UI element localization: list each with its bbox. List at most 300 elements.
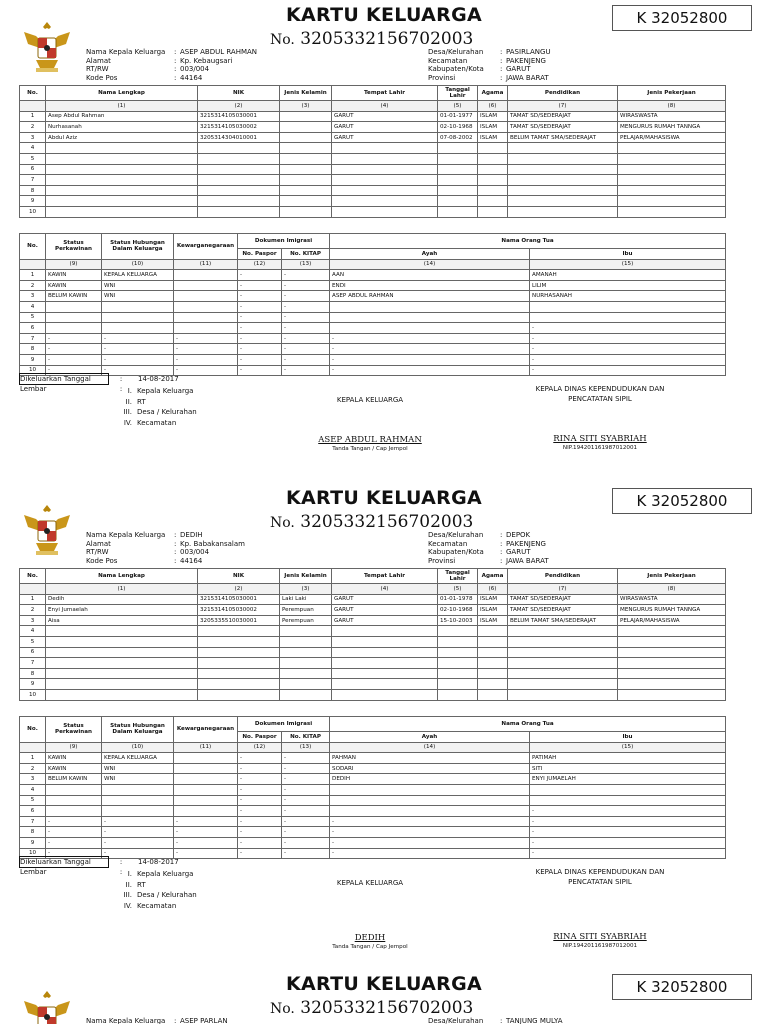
cell-warga: - [174,848,238,859]
col-tanggal: Tanggal Lahir [438,569,478,584]
cell-agama [478,658,508,669]
cell-no: 5 [20,795,46,806]
col-jk: Jenis Kelamin [280,86,332,101]
card-number: No. 3205332156702003 [270,512,474,532]
cell-jk [280,153,332,164]
cell-tanggal [438,206,478,217]
cell-nama [46,185,198,196]
table-row [20,806,726,817]
cell-paspor: - [238,323,282,334]
status-table: No. Status Perkawinan Status Hubungan Dalam Keluarga Kewarganegaraan Dokumen Imigrasi Nama Orang Tua No. Paspor No. KITAP Ayah Ibu (9) (10) (11) (12) (13) (14) (15) 1 KAWIN KEPALA KELUARGA - - AAN AMANAH 2 KAWIN WNI - - ENDI LILIM 3 BELUM KAWIN WNI - - ASEP ABDUL RAHMAN NURHASANAH 4 - - 5 - - 6 - - - 7 - - - - - - - 8 - - - - - - - 9 - - - - - - - 10 - - - - - - - [19,233,726,376]
cell-nama [46,175,198,186]
table-row [20,270,726,281]
cell-ibu: PATIMAH [530,753,726,764]
cell-warga: - [174,816,238,827]
table-row [20,636,726,647]
cell-pekerjaan [618,164,726,175]
cell-pekerjaan [618,668,726,679]
cell-hubungan [102,806,174,817]
cell-jk: Perempuan [280,615,332,626]
cell-agama [478,636,508,647]
table-row [20,280,726,291]
cell-tempat [332,175,438,186]
family-card-3 [0,969,768,1024]
cell-kawin: - [46,816,102,827]
cell-kawin: KAWIN [46,280,102,291]
cell-kawin [46,323,102,334]
cell-nik [198,679,280,690]
cell-tempat [332,143,438,154]
cell-pekerjaan [618,185,726,196]
cell-hubungan: KEPALA KELUARGA [102,753,174,764]
cell-no: 5 [20,312,46,323]
cell-tempat: GARUT [332,605,438,616]
cell-nama [46,668,198,679]
cell-pendidikan: TAMAT SD/SEDERAJAT [508,111,618,122]
col-status-kawin: Status Perkawinan [46,234,102,260]
cell-no: 5 [20,636,46,647]
lembar-list: I. Kepala Keluarga II. RT III. Desa / Kelurahan IV. Kecamatan [123,870,197,910]
col-jk: Jenis Kelamin [280,569,332,584]
card-title: KARTU KELUARGA [285,4,483,26]
cell-no: 2 [20,763,46,774]
cell-jk [280,668,332,679]
col-nama: Nama Lengkap [46,569,198,584]
cell-kawin: KAWIN [46,763,102,774]
cell-paspor: - [238,333,282,344]
cell-ibu: SITI [530,763,726,774]
cell-jk [280,132,332,143]
cell-warga [174,806,238,817]
cell-ayah: SODARI [330,763,530,774]
cell-agama: ISLAM [478,605,508,616]
cell-kawin: - [46,837,102,848]
cell-ayah: - [330,827,530,838]
cell-nama: Aisa [46,615,198,626]
cell-hubungan [102,795,174,806]
cell-jk [280,689,332,700]
cell-paspor: - [238,774,282,785]
cell-kitap: - [282,816,330,827]
garuda-emblem-icon [22,18,72,74]
col-pekerjaan: Jenis Pekerjaan [618,86,726,101]
cell-no: 8 [20,827,46,838]
cell-kawin: BELUM KAWIN [46,291,102,302]
col-no: No. [20,86,46,101]
cell-ayah: PAHMAN [330,753,530,764]
cell-no: 7 [20,333,46,344]
table-row [20,206,726,217]
cell-hubungan [102,323,174,334]
cell-no: 6 [20,323,46,334]
cell-kawin: - [46,354,102,365]
table-row [20,816,726,827]
cell-ayah: ASEP ABDUL RAHMAN [330,291,530,302]
cell-kitap: - [282,301,330,312]
table-row [20,753,726,764]
cell-nik [198,143,280,154]
cell-kitap: - [282,848,330,859]
members-table: No. Nama Lengkap NIK Jenis Kelamin Tempat Lahir Tanggal Lahir Agama Pendidikan Jenis Pekerjaan (1) (2) (3) (4) (5) (6) (7) (8) 1 Asep Abdul Rahman 3215314105030001 GARUT 01-01-1977 ISLAM TAMAT SD/SEDERAJAT WIRASWASTA 2 Nurhasanah 3215314105030002 GARUT 02-10-1968 ISLAM TAMAT SD/SEDERAJAT MENGURUS RUMAH TANNGA 3 Abdul Aziz 3205314304010001 GARUT 07-08-2002 ISLAM BELUM TAMAT SMA/SEDERAJAT PELAJAR/MAHASISWA 4 5 6 7 8 9 10 [19,85,726,218]
col-warga: Kewarganegaraan [174,717,238,743]
table-row [20,795,726,806]
cell-agama: ISLAM [478,615,508,626]
cell-no: 5 [20,153,46,164]
kepala-keluarga-signature: KEPALA KELUARGA ASEP ABDUL RAHMAN Tanda Tangan / Cap Jempol [318,396,422,452]
table-row [20,679,726,690]
cell-paspor: - [238,816,282,827]
header-info-right: Desa/Kelurahan : TANJUNG MULYA [428,1017,563,1024]
header-info-left: Nama Kepala Keluarga : DEDIH Alamat : Kp. Babakansalam RT/RW : 003/004 Kode Pos : 44164 [86,531,245,565]
cell-jk [280,626,332,637]
cell-ayah: - [330,848,530,859]
col-dokumen: Dokumen Imigrasi [238,234,330,249]
kepala-dinas-signature: KEPALA DINAS KEPENDUDUKAN DAN PENCATATAN SIPIL RINA SITI SYABRIAH NIP.194201161987012001 [535,868,665,949]
cell-no: 2 [20,280,46,291]
cell-ibu: - [530,827,726,838]
cell-jk [280,175,332,186]
col-status-kawin: Status Perkawinan [46,717,102,743]
cell-ibu: - [530,354,726,365]
issued-info: Dikeluarkan Tanggal : 14-08-2017 Lembar : [20,858,179,876]
cell-nik [198,668,280,679]
cell-tempat [332,679,438,690]
cell-nik: 3205335510030001 [198,615,280,626]
cell-kitap: - [282,344,330,355]
card-number: No. 3205332156702003 [270,29,474,49]
table-row [20,658,726,669]
cell-agama [478,153,508,164]
cell-ayah: - [330,333,530,344]
header-info-left: Nama Kepala Keluarga : ASEP ABDUL RAHMAN Alamat : Kp. Kebaugsari RT/RW : 003/004 Kode Pos : 44164 [86,48,258,82]
table-row [20,668,726,679]
cell-agama [478,206,508,217]
cell-nama [46,636,198,647]
table-row [20,784,726,795]
cell-hubungan: KEPALA KELUARGA [102,270,174,281]
cell-ayah [330,795,530,806]
cell-pekerjaan [618,626,726,637]
table-row [20,164,726,175]
cell-warga [174,774,238,785]
table-row [20,354,726,365]
cell-tanggal: 02-10-1968 [438,605,478,616]
cell-no: 9 [20,679,46,690]
table-row [20,763,726,774]
cell-tanggal: 01-01-1978 [438,594,478,605]
cell-tanggal [438,647,478,658]
col-tanggal: Tanggal Lahir [438,86,478,101]
cell-paspor: - [238,837,282,848]
cell-hubungan: WNI [102,280,174,291]
cell-warga [174,784,238,795]
cell-kawin: BELUM KAWIN [46,774,102,785]
cell-nik [198,185,280,196]
cell-ibu: - [530,816,726,827]
cell-no: 2 [20,605,46,616]
kepala-keluarga-signature: KEPALA KELUARGA DEDIH Tanda Tangan / Cap Jempol [332,879,408,950]
cell-tempat [332,153,438,164]
cell-pekerjaan [618,175,726,186]
cell-paspor: - [238,763,282,774]
cell-agama: ISLAM [478,122,508,133]
col-pendidikan: Pendidikan [508,569,618,584]
cell-tempat [332,185,438,196]
cell-pendidikan [508,689,618,700]
cell-no: 1 [20,270,46,281]
cell-hubungan [102,312,174,323]
cell-kitap: - [282,354,330,365]
cell-hubungan: - [102,848,174,859]
cell-agama: ISLAM [478,132,508,143]
cell-nama: Enyi Jumaelah [46,605,198,616]
cell-agama [478,647,508,658]
table-row [20,774,726,785]
cell-kitap: - [282,291,330,302]
cell-agama: ISLAM [478,594,508,605]
cell-pendidikan [508,153,618,164]
cell-ayah [330,806,530,817]
cell-paspor: - [238,365,282,376]
cell-tempat: GARUT [332,594,438,605]
cell-paspor: - [238,312,282,323]
cell-nik [198,647,280,658]
family-card-2 [0,483,768,953]
k-number-box: K 32052800 [612,488,752,514]
cell-tanggal: 15-10-2003 [438,615,478,626]
cell-pekerjaan [618,679,726,690]
cell-agama [478,185,508,196]
cell-kawin [46,784,102,795]
cell-agama [478,626,508,637]
col-hubungan: Status Hubungan Dalam Keluarga [102,234,174,260]
cell-no: 9 [20,354,46,365]
cell-kawin [46,795,102,806]
cell-nama [46,164,198,175]
cell-pekerjaan [618,143,726,154]
cell-ayah: - [330,837,530,848]
cell-pendidikan [508,626,618,637]
cell-ibu: - [530,333,726,344]
cell-no: 3 [20,132,46,143]
cell-kitap: - [282,837,330,848]
cell-nama [46,647,198,658]
cell-kawin: KAWIN [46,753,102,764]
table-row [20,312,726,323]
cell-ayah: DEDIH [330,774,530,785]
cell-tempat: GARUT [332,122,438,133]
cell-tempat [332,647,438,658]
cell-ibu: AMANAH [530,270,726,281]
cell-ibu [530,784,726,795]
cell-pekerjaan [618,153,726,164]
cell-hubungan: WNI [102,291,174,302]
cell-warga: - [174,365,238,376]
col-agama: Agama [478,569,508,584]
cell-pendidikan: TAMAT SD/SEDERAJAT [508,122,618,133]
cell-tanggal [438,196,478,207]
cell-no: 10 [20,689,46,700]
cell-no: 6 [20,164,46,175]
cell-kitap: - [282,280,330,291]
cell-no: 7 [20,175,46,186]
cell-agama [478,175,508,186]
cell-tempat [332,658,438,669]
cell-warga: - [174,837,238,848]
cell-no: 7 [20,658,46,669]
cell-ayah [330,301,530,312]
cell-agama [478,164,508,175]
cell-ayah: - [330,816,530,827]
cell-ibu: - [530,806,726,817]
cell-ayah [330,323,530,334]
col-no: No. [20,717,46,743]
cell-pendidikan [508,164,618,175]
cell-hubungan: - [102,354,174,365]
cell-ibu: NURHASANAH [530,291,726,302]
cell-hubungan [102,301,174,312]
col-pendidikan: Pendidikan [508,86,618,101]
col-pekerjaan: Jenis Pekerjaan [618,569,726,584]
cell-ibu [530,795,726,806]
cell-warga [174,270,238,281]
cell-paspor: - [238,784,282,795]
cell-kitap: - [282,784,330,795]
cell-kawin [46,312,102,323]
cell-kitap: - [282,774,330,785]
cell-pendidikan [508,647,618,658]
cell-nik [198,636,280,647]
cell-tanggal [438,626,478,637]
cell-warga [174,763,238,774]
cell-nik: 3215314105030002 [198,605,280,616]
cell-no: 10 [20,365,46,376]
cell-paspor: - [238,827,282,838]
cell-kawin: - [46,848,102,859]
cell-warga: - [174,344,238,355]
header-info-left: Nama Kepala Keluarga : ASEP PARLAN [86,1017,228,1024]
cell-ibu: - [530,344,726,355]
cell-nik [198,153,280,164]
cell-pendidikan [508,658,618,669]
cell-jk [280,658,332,669]
table-row [20,344,726,355]
cell-kitap: - [282,806,330,817]
cell-agama [478,196,508,207]
cell-paspor: - [238,270,282,281]
cell-nik: 3215314105030001 [198,111,280,122]
cell-nama: Abdul Aziz [46,132,198,143]
col-ortu: Nama Orang Tua [330,234,726,249]
cell-hubungan: WNI [102,763,174,774]
table-row [20,837,726,848]
cell-pekerjaan [618,206,726,217]
col-nik: NIK [198,569,280,584]
col-warga: Kewarganegaraan [174,234,238,260]
table-row [20,647,726,658]
cell-ayah: ENDI [330,280,530,291]
cell-nik [198,689,280,700]
cell-paspor: - [238,344,282,355]
cell-tempat [332,668,438,679]
cell-ayah [330,784,530,795]
cell-agama [478,689,508,700]
table-row [20,323,726,334]
cell-nik [198,658,280,669]
cell-pekerjaan: MENGURUS RUMAH TANNGA [618,122,726,133]
cell-jk [280,164,332,175]
k-number-box: K 32052800 [612,5,752,31]
cell-kitap: - [282,365,330,376]
cell-no: 7 [20,816,46,827]
cell-ibu: ENYI JUMAELAH [530,774,726,785]
card-title: KARTU KELUARGA [285,973,483,995]
cell-nama [46,206,198,217]
table-row [20,827,726,838]
cell-pendidikan: TAMAT SD/SEDERAJAT [508,605,618,616]
cell-no: 2 [20,122,46,133]
cell-tempat [332,636,438,647]
family-card-1 [0,0,768,470]
cell-pekerjaan [618,647,726,658]
cell-ibu: - [530,323,726,334]
cell-paspor: - [238,280,282,291]
cell-no: 9 [20,837,46,848]
header-info-right: Desa/Kelurahan : PASIRLANGU Kecamatan : PAKENJENG Kabupaten/Kota : GARUT Provinsi : JAWA BARAT [428,48,551,82]
cell-kawin: - [46,365,102,376]
table-row [20,196,726,207]
cell-hubungan [102,784,174,795]
cell-pekerjaan [618,689,726,700]
cell-warga [174,795,238,806]
cell-nik: 3215314105030002 [198,122,280,133]
cell-pekerjaan [618,636,726,647]
cell-jk: Laki Laki [280,594,332,605]
lembar-list: I. Kepala Keluarga II. RT III. Desa / Kelurahan IV. Kecamatan [123,387,197,427]
cell-pendidikan [508,636,618,647]
cell-tanggal [438,689,478,700]
cell-kawin: - [46,333,102,344]
cell-tanggal [438,153,478,164]
cell-paspor: - [238,354,282,365]
cell-no: 6 [20,806,46,817]
cell-tempat [332,206,438,217]
cell-agama [478,143,508,154]
cell-ibu: LILIM [530,280,726,291]
cell-nama [46,658,198,669]
cell-hubungan: - [102,816,174,827]
cell-pendidikan: BELUM TAMAT SMA/SEDERAJAT [508,615,618,626]
cell-pendidikan [508,196,618,207]
table-row [20,689,726,700]
cell-no: 4 [20,143,46,154]
cell-ibu [530,301,726,312]
cell-warga [174,312,238,323]
cell-pekerjaan: PELAJAR/MAHASISWA [618,615,726,626]
cell-jk [280,206,332,217]
cell-nama [46,626,198,637]
cell-no: 10 [20,206,46,217]
cell-tempat [332,196,438,207]
cell-ibu [530,312,726,323]
cell-jk [280,647,332,658]
cell-kitap: - [282,270,330,281]
cell-no: 3 [20,291,46,302]
cell-ibu: - [530,365,726,376]
cell-agama [478,668,508,679]
cell-tanggal [438,658,478,669]
cell-tanggal [438,164,478,175]
